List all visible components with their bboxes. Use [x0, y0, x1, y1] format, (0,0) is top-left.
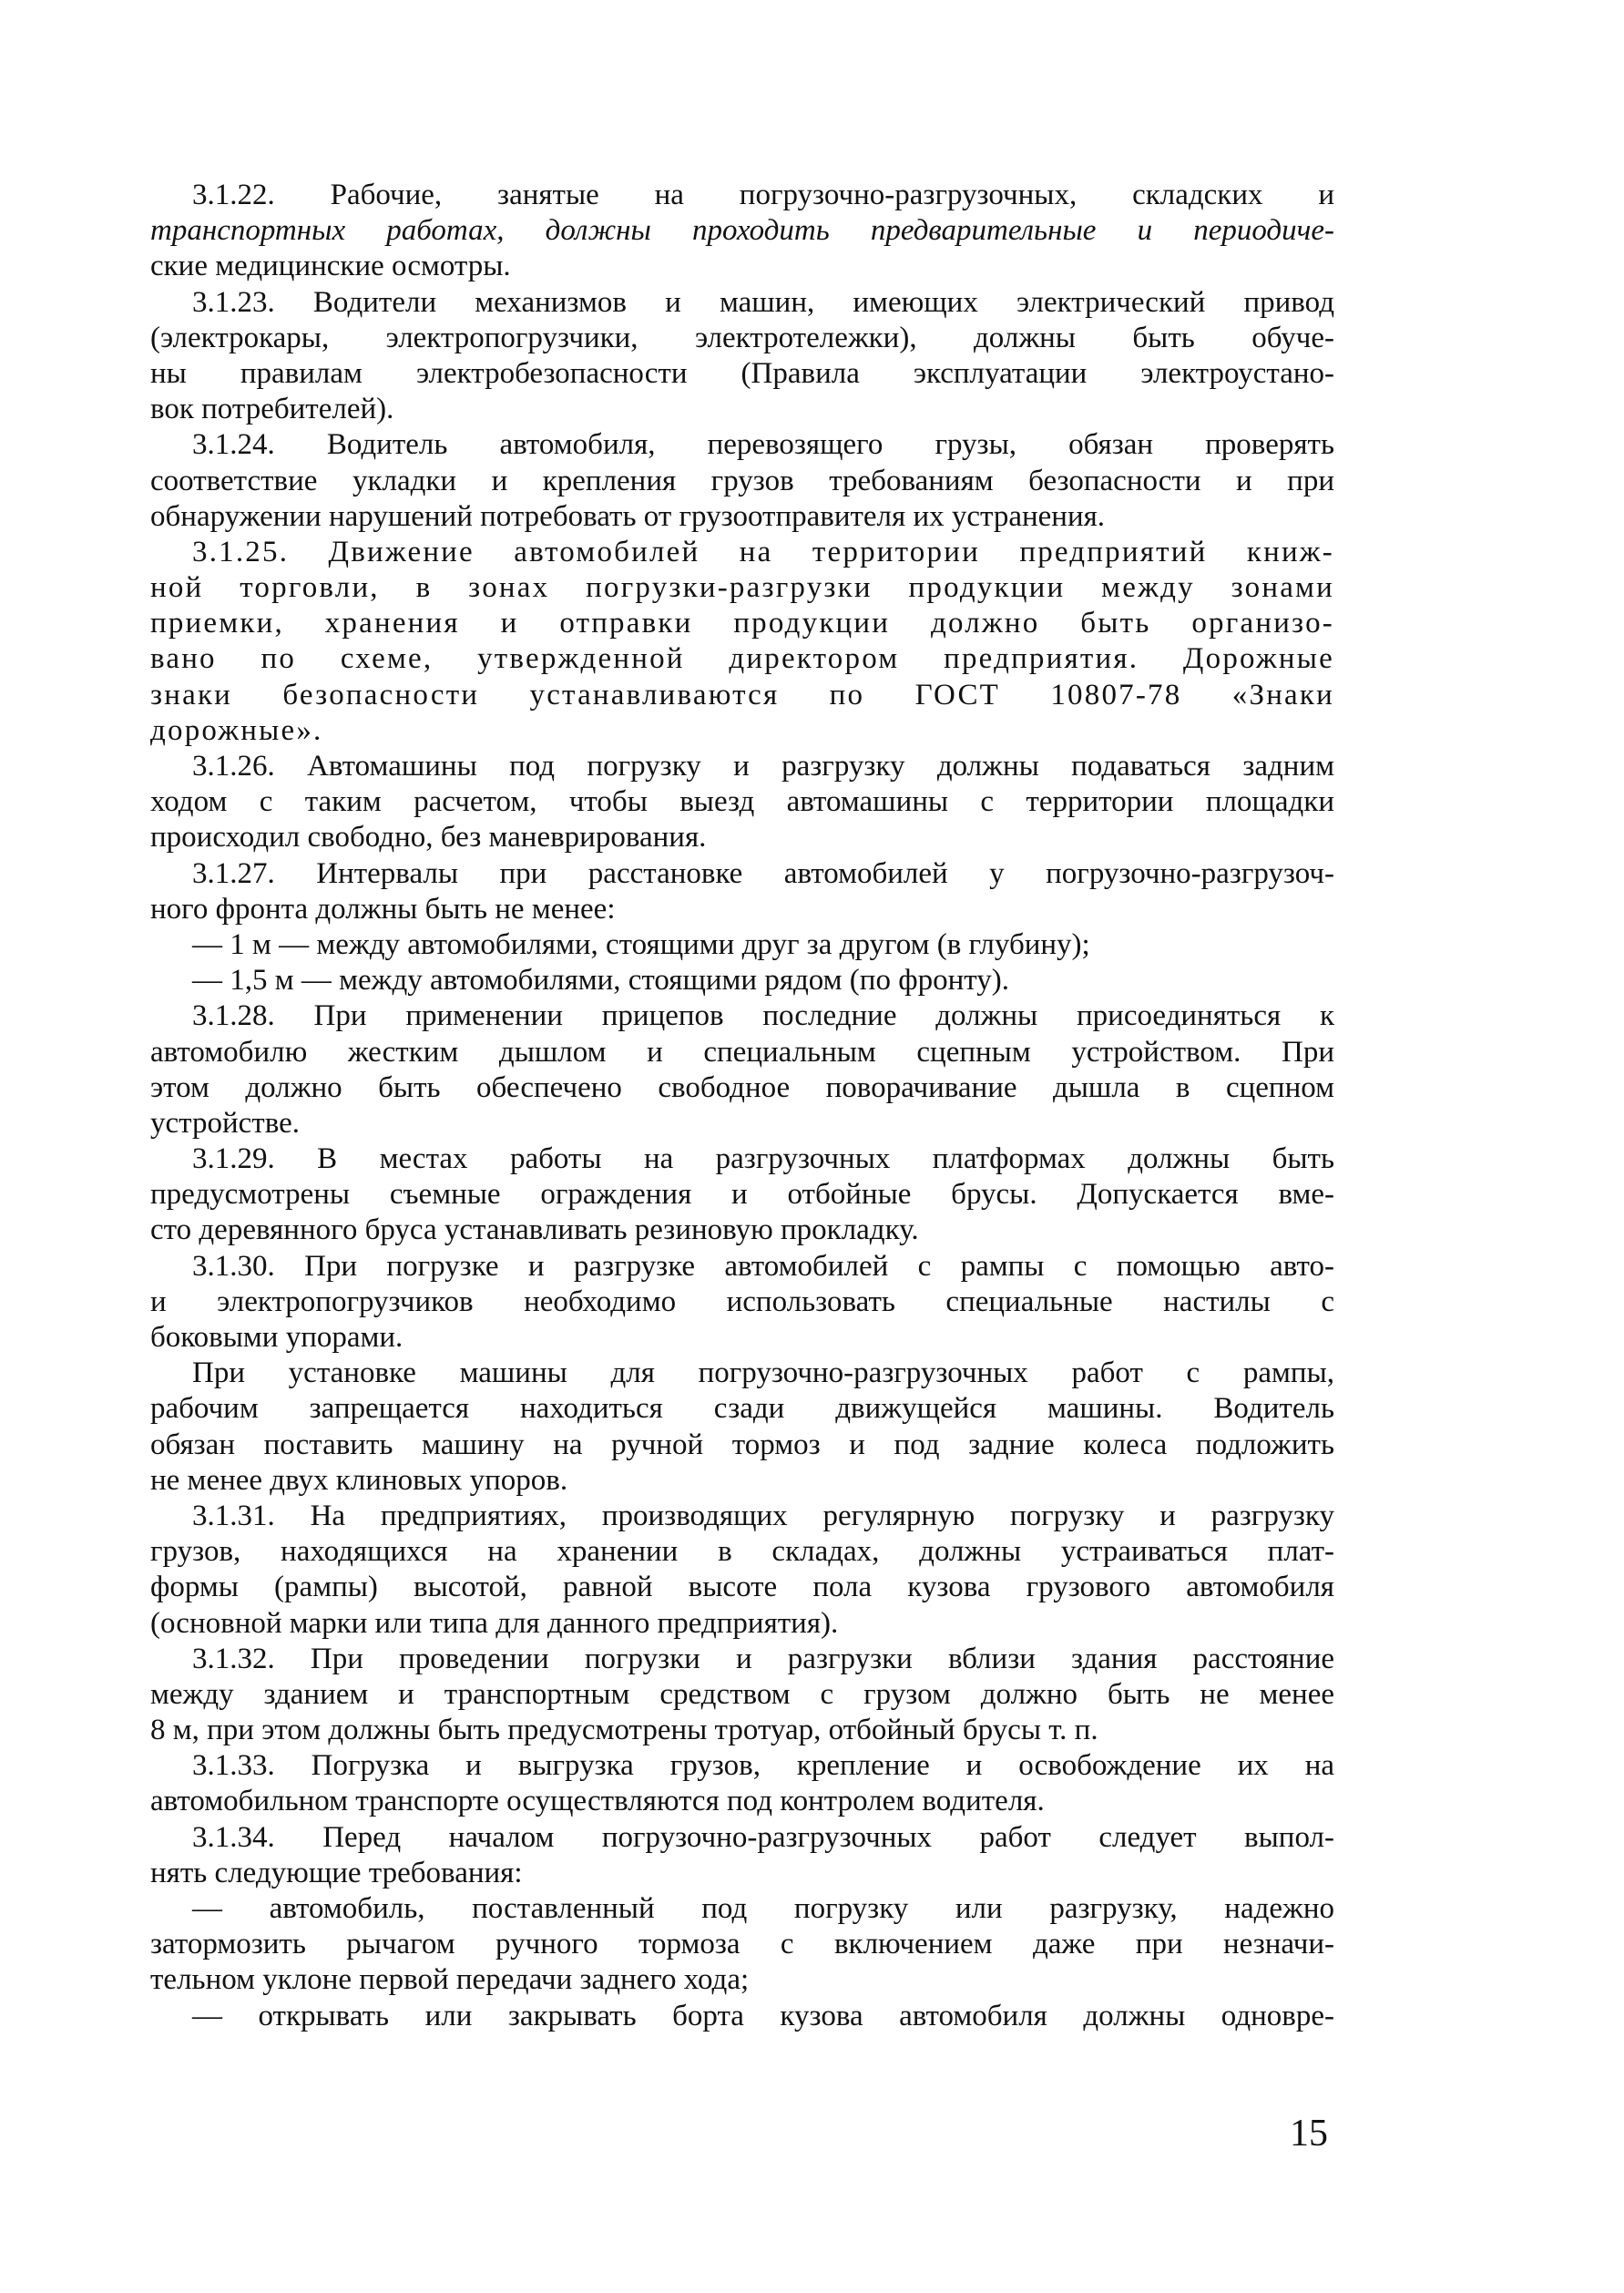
text-line: тельном уклоне первой передачи заднего хода; — [150, 1963, 750, 1997]
text-line: транспортных работах, должны проходить предварительные и периодиче- — [150, 214, 1334, 248]
paragraph-3-1-29 — [150, 1141, 1334, 1249]
text-line: При установке машины для погрузочно-разгрузочных работ с рампы, — [192, 1356, 1334, 1390]
text-line: ной торговли, в зонах погрузки-разгрузки продукции между зонами — [150, 571, 1334, 605]
paragraph-3-1-34 — [150, 1820, 1334, 2034]
paragraph-3-1-33 — [150, 1748, 1334, 1819]
text-line: 3.1.33. Погрузка и выгрузка грузов, крепление и освобождение их на — [192, 1749, 1334, 1783]
text-line: приемки, хранения и отправки продукции должно быть организо- — [150, 607, 1334, 640]
text-line: 3.1.26. Автомашины под погрузку и разгрузку должны подаваться задним — [192, 750, 1334, 783]
text-line: ны правилам электробезопасности (Правила эксплуатации электроустано- — [150, 356, 1334, 390]
text-line: (электрокары, электропогрузчики, электротележки), должны быть обуче- — [150, 321, 1334, 354]
text-line: этом должно быть обеспечено свободное поворачивание дышла в сцепном — [150, 1070, 1334, 1104]
text-line: боковыми упорами. — [150, 1321, 403, 1354]
paragraph-3-1-32 — [150, 1642, 1334, 1749]
text-line: 3.1.29. В местах работы на разгрузочных платформах должны быть — [192, 1142, 1334, 1176]
text-line: ходом с таким расчетом, чтобы выезд автомашины с территории площадки — [150, 785, 1334, 819]
text-line: нять следующие требования: — [150, 1856, 523, 1889]
document-page — [150, 178, 1334, 2034]
paragraph-3-1-24 — [150, 427, 1334, 535]
text-line: 3.1.24. Водитель автомобиля, перевозящего грузы, обязан проверять — [192, 428, 1334, 462]
text-line: дорожные». — [150, 713, 323, 747]
text-line: затормозить рычагом ручного тормоза с включением даже при незначи- — [150, 1928, 1334, 1961]
text-line: 3.1.30. При погрузке и разгрузке автомобилей с рампы с помощью авто- — [192, 1249, 1334, 1283]
paragraph-3-1-25 — [150, 535, 1334, 749]
text-line: и электропогрузчиков необходимо использовать специальные настилы с — [150, 1285, 1334, 1318]
paragraph-3-1-30-continued — [150, 1356, 1334, 1499]
text-line: ские медицинские осмотры. — [150, 250, 511, 283]
text-line: 3.1.27. Интервалы при расстановке автомобилей у погрузочно-разгрузоч- — [192, 856, 1334, 890]
text-line: 3.1.22. Рабочие, занятые на погрузочно-разгрузочных, складских и — [192, 179, 1334, 211]
list-item: — автомобиль, поставленный под погрузку или разгрузку, надежно — [192, 1892, 1334, 1925]
paragraph-3-1-27 — [150, 856, 1334, 999]
text-line: обязан поставить машину на ручной тормоз и под задние колеса подложить — [150, 1428, 1334, 1461]
text-line: 3.1.28. При применении прицепов последние должны присоединяться к — [192, 999, 1334, 1033]
text-line: (основной марки или типа для данного предприятия). — [150, 1606, 839, 1640]
text-line: 8 м, при этом должны быть предусмотрены тротуар, отбойный брусы т. п. — [150, 1714, 1098, 1747]
text-line: формы (рампы) высотой, равной высоте пола кузова грузового автомобиля — [150, 1571, 1334, 1604]
text-line: предусмотрены съемные ограждения и отбойные брусы. Допускается вме- — [150, 1178, 1334, 1212]
paragraph-3-1-28 — [150, 998, 1334, 1141]
text-line: соответствие укладки и крепления грузов требованиям безопасности и при — [150, 464, 1334, 497]
text-line: 3.1.25. Движение автомобилей на территории предприятий книж- — [192, 535, 1334, 568]
text-line: вано по схеме, утвержденной директором предприятия. Дорожные — [150, 642, 1334, 676]
text-line: 3.1.34. Перед началом погрузочно-разгрузочных работ следует выпол- — [192, 1820, 1334, 1854]
text-line: вок потребителей). — [150, 393, 394, 426]
text-line: 3.1.31. На предприятиях, производящих регулярную погрузку и разгрузку — [192, 1499, 1334, 1532]
text-line: 3.1.32. При проведении погрузки и разгрузки вблизи здания расстояние — [192, 1642, 1334, 1675]
paragraph-3-1-31 — [150, 1499, 1334, 1642]
paragraph-3-1-26 — [150, 749, 1334, 856]
text-line: автомобильном транспорте осуществляются под контролем водителя. — [150, 1785, 1045, 1818]
paragraph-3-1-22 — [150, 178, 1334, 285]
list-item: — открывать или закрывать борта кузова автомобиля должны одновре- — [192, 1999, 1334, 2032]
text-line: сто деревянного бруса устанавливать резиновую прокладку. — [150, 1213, 919, 1247]
text-line: автомобилю жестким дышлом и специальным сцепным устройством. При — [150, 1035, 1334, 1069]
page-number: 15 — [1290, 2113, 1328, 2155]
text-line: ного фронта должны быть не менее: — [150, 892, 616, 926]
list-item: — 1,5 м — между автомобилями, стоящими рядом (по фронту). — [192, 964, 1009, 998]
text-line: рабочим запрещается находиться сзади движущейся машины. Водитель — [150, 1392, 1334, 1426]
text-line: 3.1.23. Водители механизмов и машин, имеющих электрический привод — [192, 285, 1334, 319]
text-line: между зданием и транспортным средством с грузом должно быть не менее — [150, 1677, 1334, 1711]
text-line: не менее двух клиновых упоров. — [150, 1463, 568, 1497]
paragraph-3-1-30 — [150, 1249, 1334, 1356]
text-line: устройстве. — [150, 1106, 300, 1140]
paragraph-3-1-23 — [150, 285, 1334, 428]
text-line: обнаружении нарушений потребовать от грузоотправителя их устранения. — [150, 499, 1106, 533]
text-line: происходил свободно, без маневрирования. — [150, 821, 707, 855]
text-line: знаки безопасности устанавливаются по ГОСТ 10807-78 «Знаки — [150, 678, 1334, 711]
text-line: грузов, находящихся на хранении в складах, должны устраиваться плат- — [150, 1535, 1334, 1569]
list-item: — 1 м — между автомобилями, стоящими друг за другом (в глубину); — [192, 927, 1090, 961]
